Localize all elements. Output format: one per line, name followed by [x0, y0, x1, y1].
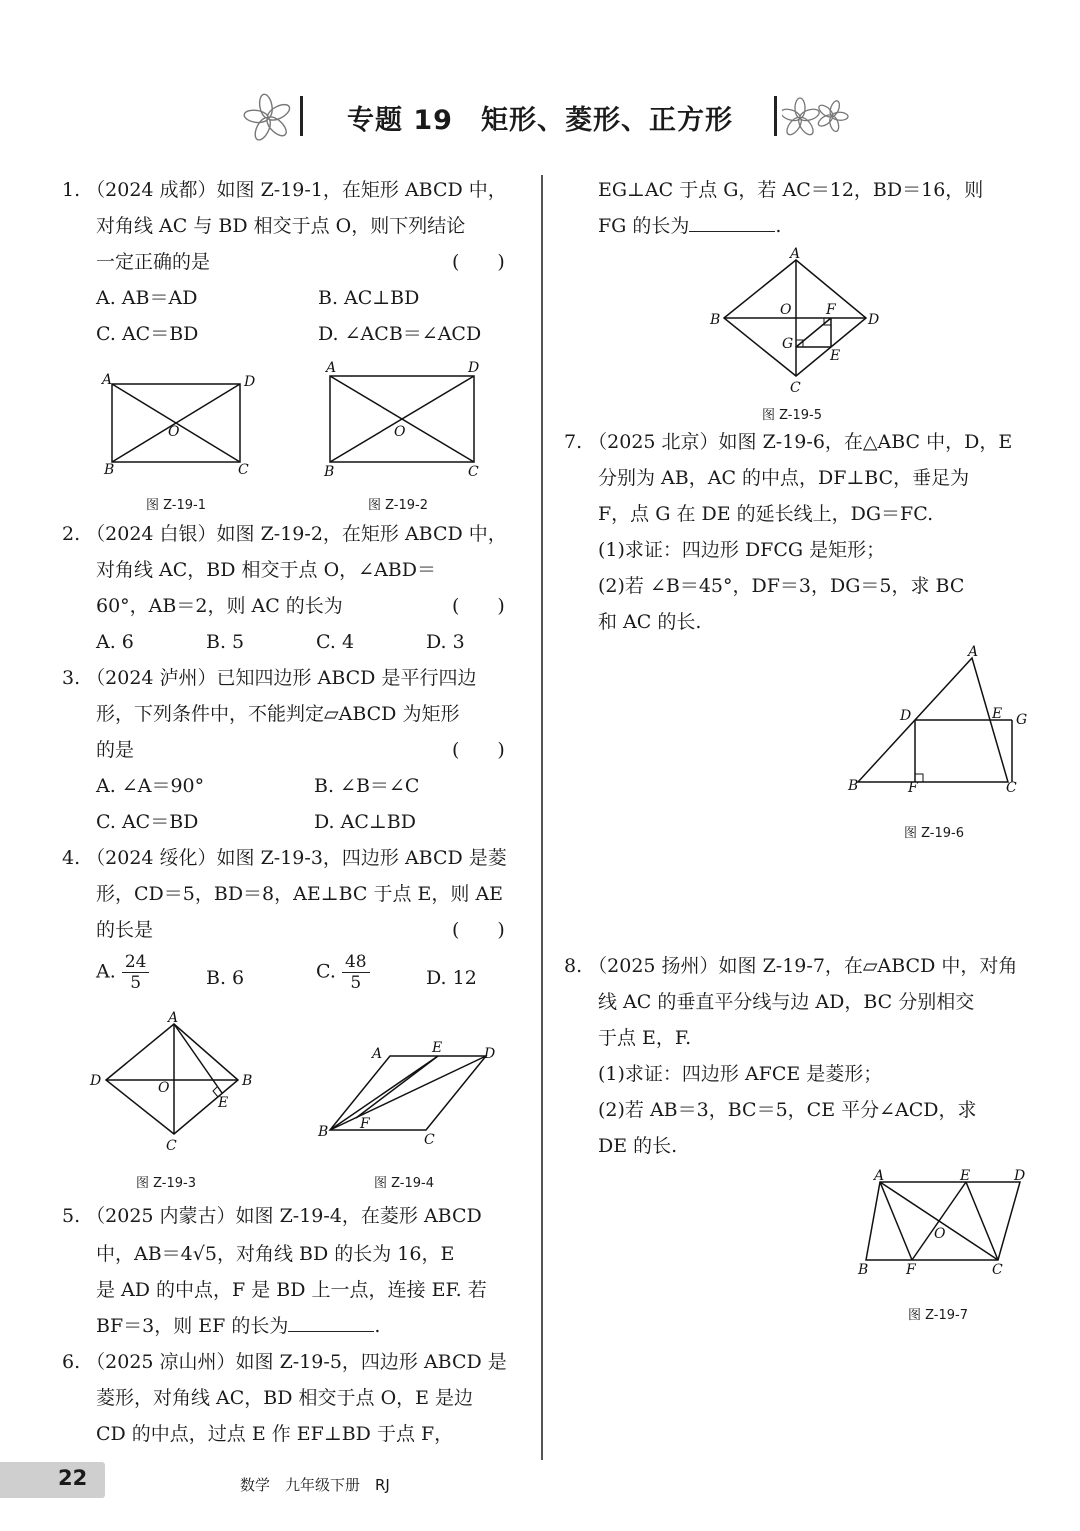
f2-label-o: O	[394, 424, 406, 440]
q4-option-b: B. 6	[206, 967, 245, 989]
f7-label-c: C	[992, 1262, 1003, 1278]
f2-label-d: D	[468, 360, 480, 376]
q3-option-d: D. AC⊥BD	[314, 811, 416, 833]
q4-line1: 4. （2024 绥化）如图 Z-19-3，四边形 ABCD 是菱	[62, 847, 507, 869]
q7-line4: (1)求证：四边形 DFCG 是矩形；	[598, 539, 886, 561]
f2-label-a: A	[326, 360, 337, 376]
q3-option-a: A. ∠A＝90°	[96, 775, 205, 797]
f3-label-b: B	[242, 1073, 253, 1089]
q7-line5: (2)若 ∠B＝45°，DF＝3，DG＝5，求 BC	[598, 575, 965, 597]
f5-label-o: O	[780, 302, 792, 318]
figure-z19-7	[852, 1162, 1040, 1284]
book-info: 数学 九年级下册 RJ	[240, 1476, 390, 1494]
f1-label-a: A	[102, 372, 113, 388]
q1-answer-paren: ( )	[452, 251, 505, 273]
q3-line2: 形，下列条件中，不能判定▱ABCD 为矩形	[96, 703, 460, 725]
page-title	[0, 98, 1080, 137]
q4-option-c	[316, 952, 370, 993]
q4-option-d: D. 12	[426, 967, 477, 989]
f6-label-c: C	[1006, 780, 1017, 796]
f7-label-d: D	[1014, 1168, 1026, 1184]
f5-label-f: F	[826, 302, 836, 318]
q3-answer-paren: ( )	[452, 739, 505, 761]
q6-line2: 菱形，对角线 AC，BD 相交于点 O，E 是边	[96, 1387, 474, 1409]
q6-line5-text: FG 的长为	[598, 215, 690, 237]
f4-label-d: D	[484, 1046, 496, 1062]
f4-label-c: C	[424, 1132, 435, 1146]
f7-label-o: O	[934, 1226, 946, 1242]
q6-line5	[598, 208, 781, 244]
figure-z19-4	[312, 1036, 512, 1146]
q4-option-a-fraction	[122, 952, 150, 993]
f7-label-b: B	[858, 1262, 869, 1278]
q4-option-a	[96, 952, 149, 993]
q8-line2: 线 AC 的垂直平分线与边 AD，BC 分别相交	[598, 991, 975, 1013]
q4-option-a-letter: A.	[96, 960, 116, 983]
q7-line3: F，点 G 在 DE 的延长线上，DG＝FC.	[598, 503, 934, 525]
q8-line3: 于点 E，F.	[598, 1027, 692, 1049]
caption-z19-1: 图 Z-19-1	[146, 498, 207, 513]
q4-option-c-denominator: 5	[350, 973, 362, 993]
f4-label-f: F	[360, 1116, 370, 1132]
q5-line4	[96, 1308, 380, 1344]
q6-line3: CD 的中点，过点 E 作 EF⊥BD 于点 F，	[96, 1423, 454, 1445]
f5-label-b: B	[710, 312, 721, 328]
f6-label-g: G	[1016, 712, 1028, 728]
topic-title: 矩形、菱形、正方形	[480, 105, 733, 136]
q7-line6: 和 AC 的长.	[598, 611, 702, 633]
f5-label-c: C	[790, 380, 801, 396]
q8-line4: (1)求证：四边形 AFCE 是菱形；	[598, 1063, 883, 1085]
f6-label-e: E	[992, 706, 1003, 722]
topic-number: 专题 19	[347, 105, 453, 136]
f6-label-a: A	[968, 644, 979, 660]
f5-label-e: E	[830, 348, 841, 364]
f5-label-g: G	[782, 336, 794, 352]
q1-line3: 一定正确的是	[96, 251, 211, 273]
q2-answer-paren: ( )	[452, 595, 505, 617]
q3-line1: 3. （2024 泸州）已知四边形 ABCD 是平行四边	[62, 667, 477, 689]
q1-line1: 1. （2024 成都）如图 Z-19-1，在矩形 ABCD 中，	[62, 179, 507, 201]
q6-answer-blank	[689, 213, 775, 232]
q5-answer-blank	[288, 1313, 374, 1332]
q7-line2: 分别为 AB，AC 的中点，DF⊥BC，垂足为	[598, 467, 970, 489]
q8-line5: (2)若 AB＝3，BC＝5，CE 平分∠ACD，求	[598, 1099, 977, 1121]
f7-label-f: F	[906, 1262, 916, 1278]
q4-option-a-denominator: 5	[130, 973, 142, 993]
f6-label-b: B	[848, 778, 859, 794]
f1-label-o: O	[168, 424, 180, 440]
flower-ornament-right	[782, 96, 852, 140]
f2-label-b: B	[324, 464, 335, 480]
page-number-tab	[0, 1462, 105, 1498]
q6-line4: EG⊥AC 于点 G，若 AC＝12，BD＝16，则	[598, 179, 984, 201]
q2-line2: 对角线 AC，BD 相交于点 O，∠ABD＝	[96, 559, 436, 581]
f2-label-c: C	[468, 464, 479, 480]
page-number: 22	[58, 1466, 88, 1490]
title-right-bar	[774, 96, 777, 136]
f3-label-o: O	[158, 1080, 170, 1096]
f4-label-a: A	[372, 1046, 383, 1062]
q5-line4-text: BF＝3，则 EF 的长为	[96, 1315, 289, 1337]
q6-line5-end: .	[775, 215, 782, 237]
q4-option-c-numerator: 48	[342, 952, 370, 973]
q2-line1: 2. （2024 白银）如图 Z-19-2，在矩形 ABCD 中，	[62, 523, 507, 545]
f4-label-e: E	[432, 1040, 443, 1056]
q2-option-d: D. 3	[426, 631, 465, 653]
column-divider	[541, 175, 543, 1460]
q1-option-c: C. AC＝BD	[96, 323, 199, 345]
f3-label-d: D	[90, 1073, 102, 1089]
f1-label-c: C	[238, 462, 249, 478]
f5-label-a: A	[790, 246, 801, 262]
q4-line2: 形，CD＝5，BD＝8，AE⊥BC 于点 E，则 AE	[96, 883, 504, 905]
q7-line1: 7. （2025 北京）如图 Z-19-6，在△ABC 中，D，E	[564, 431, 1013, 453]
f6-label-f: F	[908, 780, 918, 796]
q4-answer-paren: ( )	[452, 919, 505, 941]
q3-line3: 的是	[96, 739, 135, 761]
f3-label-e: E	[218, 1095, 229, 1111]
q5-line4-end: .	[374, 1315, 381, 1337]
figure-z19-2	[318, 356, 488, 480]
q2-line3: 60°，AB＝2，则 AC 的长为	[96, 595, 343, 617]
q3-option-c: C. AC＝BD	[96, 811, 199, 833]
f5-label-d: D	[868, 312, 880, 328]
figure-z19-3	[86, 1010, 266, 1160]
caption-z19-2: 图 Z-19-2	[368, 498, 429, 513]
q2-option-b: B. 5	[206, 631, 245, 653]
q8-line1: 8. （2025 扬州）如图 Z-19-7，在▱ABCD 中，对角	[564, 955, 1018, 977]
f3-label-a: A	[168, 1010, 179, 1026]
f3-label-c: C	[166, 1138, 177, 1154]
q5-line2: 中，AB＝4√5，对角线 BD 的长为 16，E	[96, 1243, 455, 1265]
q4-line3: 的长是	[96, 919, 154, 941]
f6-label-d: D	[900, 708, 912, 724]
figure-z19-5	[704, 246, 894, 396]
f7-label-a: A	[874, 1168, 885, 1184]
q1-option-d: D. ∠ACB＝∠ACD	[318, 323, 482, 345]
figure-z19-1	[98, 370, 268, 480]
q3-option-b: B. ∠B＝∠C	[314, 775, 420, 797]
caption-z19-4: 图 Z-19-4	[374, 1176, 435, 1191]
f4-label-b: B	[318, 1124, 329, 1140]
q8-line6: DE 的长.	[598, 1135, 678, 1157]
q4-option-a-numerator: 24	[122, 952, 150, 973]
q1-option-a: A. AB＝AD	[96, 287, 198, 309]
figure-z19-6	[842, 644, 1042, 800]
q1-line2: 对角线 AC 与 BD 相交于点 O，则下列结论	[96, 215, 466, 237]
caption-z19-6: 图 Z-19-6	[904, 826, 965, 841]
q1-option-b: B. AC⊥BD	[318, 287, 420, 309]
q6-line1: 6. （2025 凉山州）如图 Z-19-5，四边形 ABCD 是	[62, 1351, 507, 1373]
f7-label-e: E	[960, 1168, 971, 1184]
f1-label-d: D	[244, 374, 256, 390]
q5-line3: 是 AD 的中点，F 是 BD 上一点，连接 EF. 若	[96, 1279, 487, 1301]
f1-label-b: B	[104, 462, 115, 478]
q2-option-a: A. 6	[96, 631, 134, 653]
q4-option-c-fraction	[342, 952, 370, 993]
caption-z19-7: 图 Z-19-7	[908, 1308, 969, 1323]
caption-z19-5: 图 Z-19-5	[762, 408, 823, 423]
caption-z19-3: 图 Z-19-3	[136, 1176, 197, 1191]
q2-option-c: C. 4	[316, 631, 355, 653]
q5-line1: 5. （2025 内蒙古）如图 Z-19-4，在菱形 ABCD	[62, 1205, 482, 1227]
q4-option-c-letter: C.	[316, 960, 336, 983]
